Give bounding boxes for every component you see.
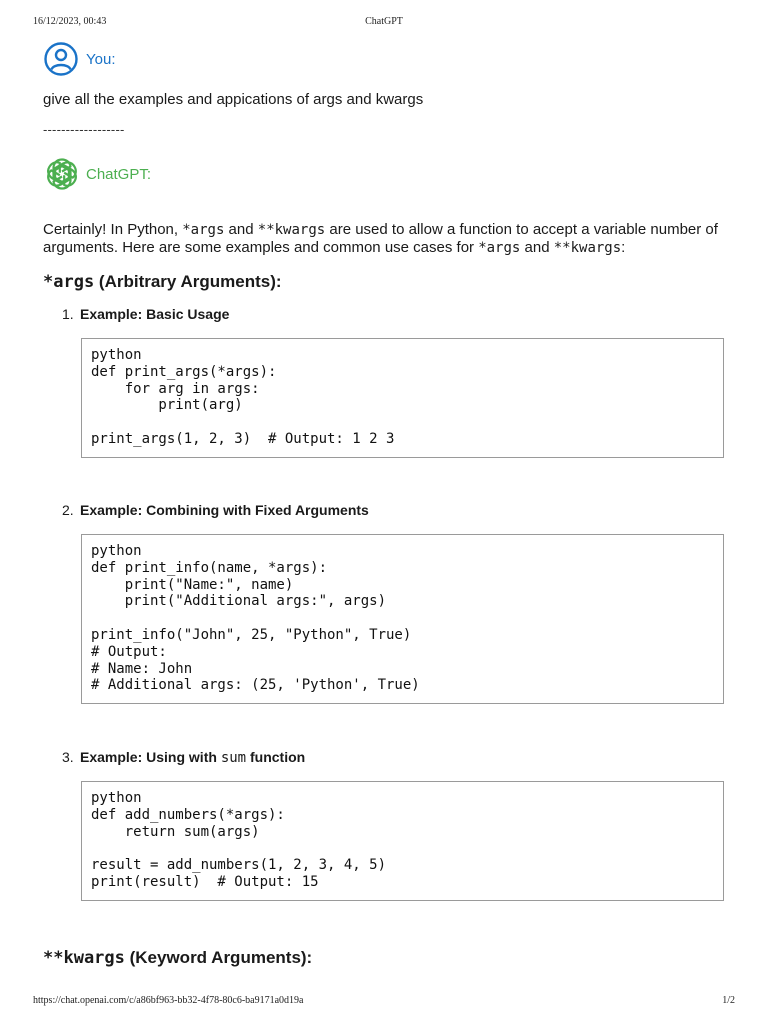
intro-text-4: and [520, 239, 554, 256]
print-header [33, 16, 735, 30]
example-1-label: Example: Basic Usage [80, 306, 230, 322]
intro-code-args-2: *args [478, 240, 521, 256]
intro-text-2: and [224, 221, 258, 238]
code-block-1 [81, 338, 724, 458]
user-question: give all the examples and appications of args and kwargs [43, 91, 424, 108]
message-divider: ------------------ [43, 122, 125, 137]
code-block-1-content: python def print_args(*args): for arg in args: print(arg) print_args(1, 2, 3) # Output: 1 2 3 [91, 347, 395, 447]
section-heading-kwargs-code: **kwargs [43, 948, 125, 968]
section-heading-args-code: *args [43, 272, 95, 292]
section-heading-args [43, 272, 282, 292]
assistant-intro-paragraph [43, 221, 733, 257]
assistant-message-header [44, 156, 151, 192]
user-message-header [44, 42, 115, 76]
example-1-heading [62, 306, 229, 322]
example-3-label-pre: Example: Using with [80, 749, 221, 765]
intro-text-3: are used to allow a function to accept a variable number of arguments. Here are some examples and common use cases for [43, 221, 718, 256]
example-3-heading [62, 749, 305, 766]
print-datetime: 16/12/2023, 00:43 [33, 16, 107, 27]
example-3-number: 3. [62, 749, 74, 765]
section-heading-args-text: (Arbitrary Arguments): [94, 272, 282, 291]
user-label: You: [86, 50, 116, 68]
user-avatar-icon [44, 42, 78, 76]
example-3-label-post: function [246, 749, 306, 765]
example-3-label [80, 749, 305, 765]
intro-text-1: Certainly! In Python, [43, 221, 183, 238]
section-heading-kwargs-text: (Keyword Arguments): [124, 948, 313, 967]
example-2-number: 2. [62, 502, 74, 518]
code-block-2 [81, 534, 724, 704]
code-block-3-content: python def add_numbers(*args): return sum(args) result = add_numbers(1, 2, 3, 4, 5) print(result) # Output: 15 [91, 790, 387, 890]
example-2-label: Example: Combining with Fixed Arguments [80, 502, 369, 518]
intro-text-5: : [621, 239, 626, 256]
print-footer [33, 995, 735, 1009]
assistant-label: ChatGPT: [86, 165, 152, 183]
example-2-heading [62, 502, 369, 518]
print-page-number: 1/2 [722, 995, 735, 1006]
intro-code-args: *args [182, 222, 225, 238]
openai-logo-icon [44, 156, 80, 192]
example-1-number: 1. [62, 306, 74, 322]
print-url: https://chat.openai.com/c/a86bf963-bb32-4f78-80c6-ba9171a0d19a [33, 995, 304, 1006]
code-block-3 [81, 781, 724, 901]
example-3-label-code: sum [220, 750, 247, 766]
section-heading-kwargs [43, 948, 312, 968]
intro-code-kwargs-2: **kwargs [553, 240, 622, 256]
code-block-2-content: python def print_info(name, *args): print("Name:", name) print("Additional args:", args) print_info("John", 25, "Python", True) # Output: # Name: John # Additional args: (25, 'Python', True) [91, 543, 420, 694]
intro-code-kwargs: **kwargs [257, 222, 326, 238]
print-title: ChatGPT [365, 16, 403, 27]
